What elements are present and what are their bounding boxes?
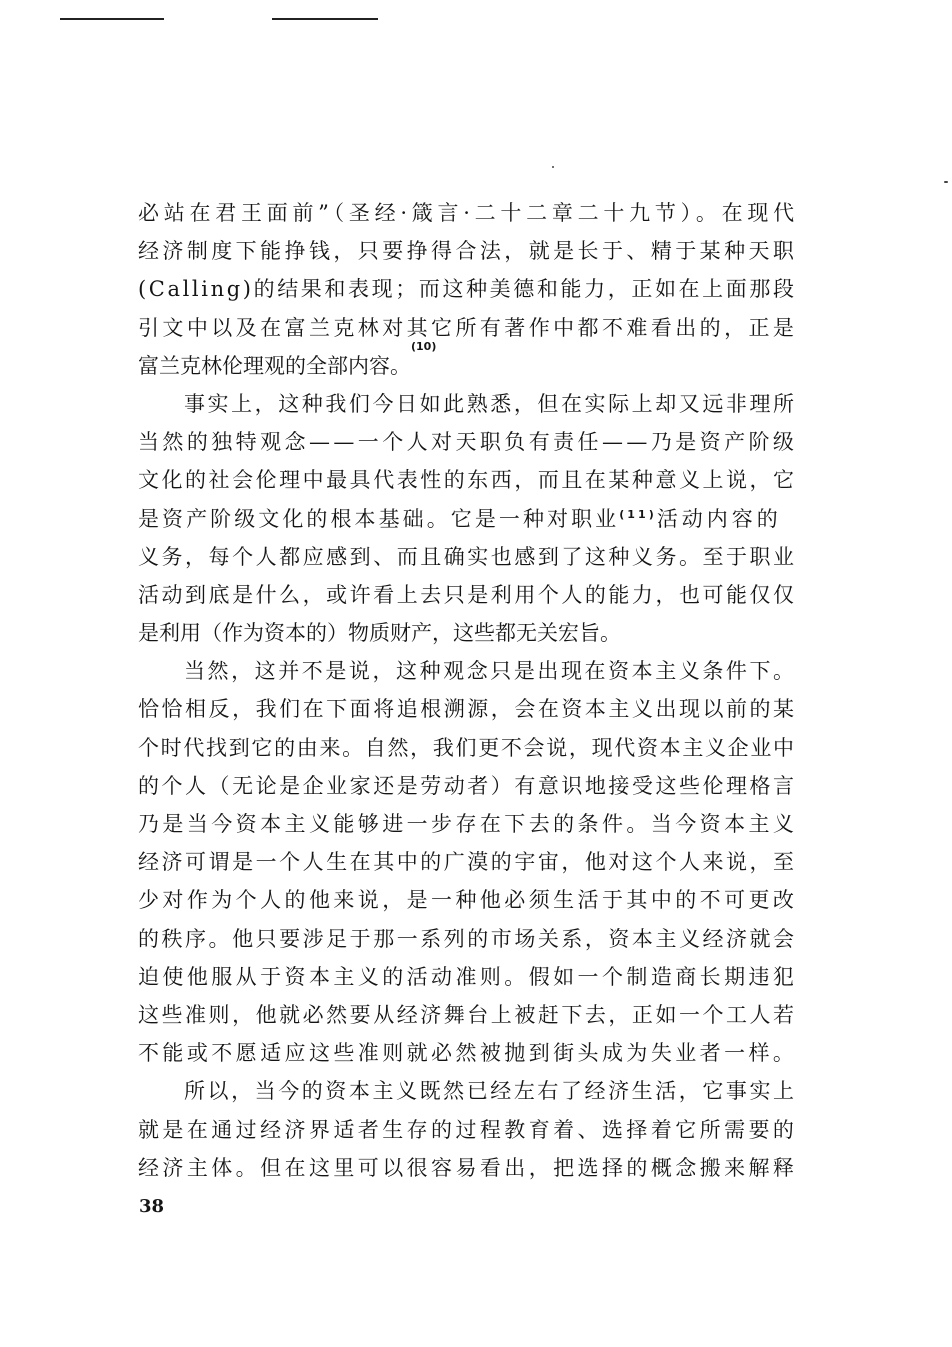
text-line: 恰恰相反，我们在下面将追根溯源，会在资本主义出现以前的某 xyxy=(138,697,797,722)
text-line: 当然的独特观念——一个人对天职负有责任——乃是资产阶级 xyxy=(138,430,798,455)
text-line: 义务，每个人都应感到、而且确实也感到了这种义务。至于职业 xyxy=(138,544,797,569)
text-line: 所以，当今的资本主义既然已经左右了经济生活，它事实上 xyxy=(184,1079,797,1104)
footnote-ref: (11) xyxy=(619,507,657,521)
header-rule-right xyxy=(272,18,378,20)
text-line: 经济主体。但在这里可以很容易看出，把选择的概念搬来解释 xyxy=(138,1155,798,1180)
scan-speck xyxy=(944,181,948,183)
text-line: 经济可谓是一个人生在其中的广漠的宇宙，他对这个人来说，至 xyxy=(138,850,797,875)
text-line: 是资产阶级文化的根本基础。它是一种对职业$^{(11)}$活动内容的 xyxy=(138,506,782,531)
scan-speck xyxy=(552,166,554,168)
text-line: (Calling)的结果和表现；而这种美德和能力，正如在上面那段 xyxy=(138,277,797,302)
text-line: 富兰克林伦理观的全部内容。 (10) xyxy=(138,347,794,385)
text-line: 迫使他服从于资本主义的活动准则。假如一个制造商长期违犯 xyxy=(138,964,798,989)
text-line: 这些准则，他就必然要从经济舞台上被赶下去，正如一个工人若 xyxy=(138,1002,797,1027)
text-line: 事实上，这种我们今日如此熟悉，但在实际上却又远非理所 xyxy=(184,391,797,416)
text-line: 不能或不愿适应这些准则就必然被抛到街头成为失业者一样。 xyxy=(138,1041,798,1066)
text-line: 少对作为个人的他来说，是一种他必须生活于其中的不可更改 xyxy=(138,888,798,913)
text-line: 必站在君王面前”（圣经·箴言·二十二章二十九节）。在现代 xyxy=(138,201,799,225)
body-text xyxy=(138,194,799,1187)
text-line: 就是在通过经济界适者生存的过程教育着、选择着它所需要的 xyxy=(138,1117,798,1142)
text-line: 的个人（无论是企业家还是劳动者）有意识地接受这些伦理格言 xyxy=(138,773,797,798)
text-line: 个时代找到它的由来。自然，我们更不会说，现代资本主义企业中 xyxy=(138,735,796,760)
text-line: 活动到底是什么，或许看上去只是利用个人的能力，也可能仅仅 xyxy=(138,582,797,607)
text-line: 乃是当今资本主义能够进一步存在下去的条件。当今资本主义 xyxy=(138,812,798,836)
text-line: 经济制度下能挣钱，只要挣得合法，就是长于、精于某种天职 xyxy=(138,239,798,264)
text-line: 当然，这并不是说，这种观念只是出现在资本主义条件下。 xyxy=(184,659,797,684)
footnote-ref: (10) xyxy=(411,339,437,353)
text-line: 引文中以及在富兰克林对其它所有著作中都不难看出的，正是 xyxy=(138,315,798,340)
text-line: 是利用（作为资本的）物质财产，这些都无关宏旨。 xyxy=(138,621,621,646)
text-line: 文化的社会伦理中最具代表性的东西，而且在某种意义上说，它 xyxy=(138,468,797,493)
page-number: 38 xyxy=(139,1196,165,1217)
header-rule-left xyxy=(60,18,164,20)
text-line: 的秩序。他只要涉足于那一系列的市场关系，资本主义经济就会 xyxy=(138,926,797,951)
